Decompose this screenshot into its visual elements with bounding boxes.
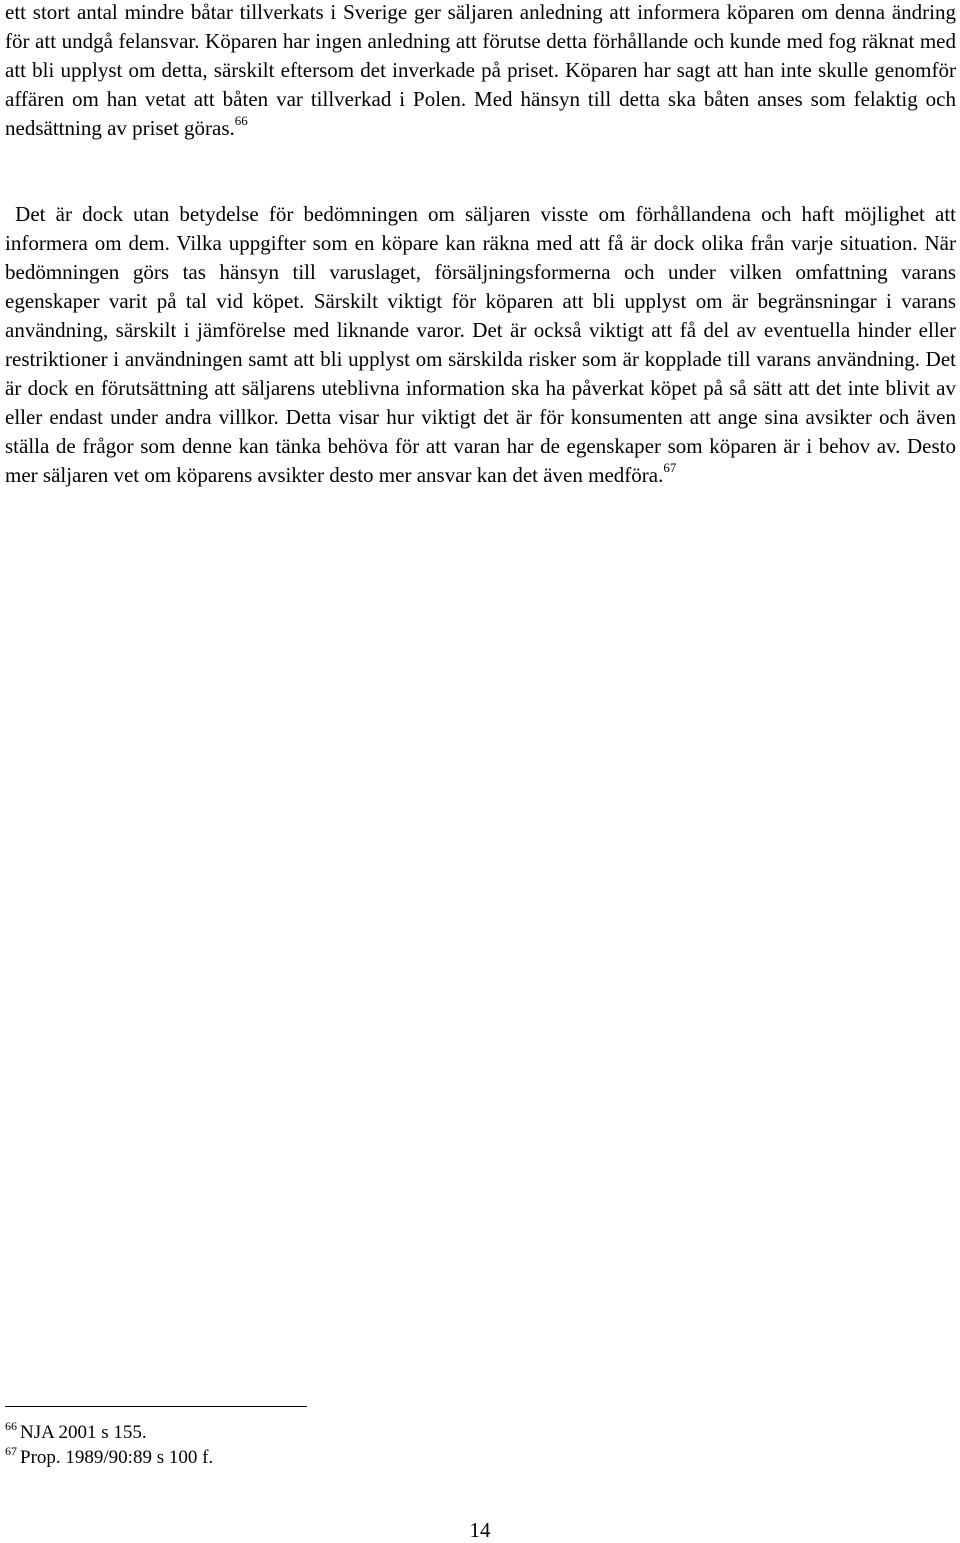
footnote: [5, 1421, 147, 1446]
footnote-number: 67: [5, 1444, 17, 1458]
footnote-divider: [5, 1406, 307, 1407]
paragraph-text: Det är dock utan betydelse för bedömningen om säljaren visste om förhållandena och haft möjlighet att informera om dem. Vilka uppgifter som en köpare kan räkna med att få är dock olika från varje situation. När bedömningen görs tas hänsyn till varuslaget, försäljningsformerna och under vilken omfattning varans egenskaper varit på tal vid köpet. Särskilt viktigt för köparen att bli upplyst om är begränsningar i varans användning, särskilt i jämförelse med liknande varor. Det är också viktigt att få del av eventuella hinder eller restriktioner i användningen samt att bli upplyst om särskilda risker som är kopplade till varans användning. Det är dock en förutsättning att säljarens uteblivna information ska ha påverkat köpet på så sätt att det inte blivit av eller endast under andra villkor. Detta visar hur viktigt det är för konsumenten att ange sina avsikter och även ställa de frågor som denne kan tänka behöva för att varan har de egenskaper som köparen är i behov av. Desto mer säljaren vet om köparens avsikter desto mer ansvar kan det även medföra.: [5, 202, 957, 487]
footnote-reference: 66: [234, 113, 248, 128]
footnote-reference: 67: [663, 460, 677, 475]
footnote-text: NJA 2001 s 155.: [20, 1422, 147, 1443]
paragraph-text: ett stort antal mindre båtar tillverkats i Sverige ger säljaren anledning att informera köparen om denna ändring för att undgå felansvar. Köparen har ingen anledning att förutse detta förhållande och kunde med fog räknat med att bli upplyst om detta, särskilt eftersom det inverkade på priset. Köparen har sagt att han inte skulle genomför affären om han vetat att båten var tillverkad i Polen. Med hänsyn till detta ska båten anses som felaktig och nedsättning av priset göras.: [5, 0, 956, 140]
footnote-text: Prop. 1989/90:89 s 100 f.: [20, 1447, 214, 1468]
footnote-number: 66: [5, 1419, 17, 1433]
page-number: 14: [469, 1518, 491, 1542]
body-paragraph: [5, 0, 956, 143]
body-paragraph: [5, 200, 956, 490]
footnote: [5, 1446, 213, 1471]
